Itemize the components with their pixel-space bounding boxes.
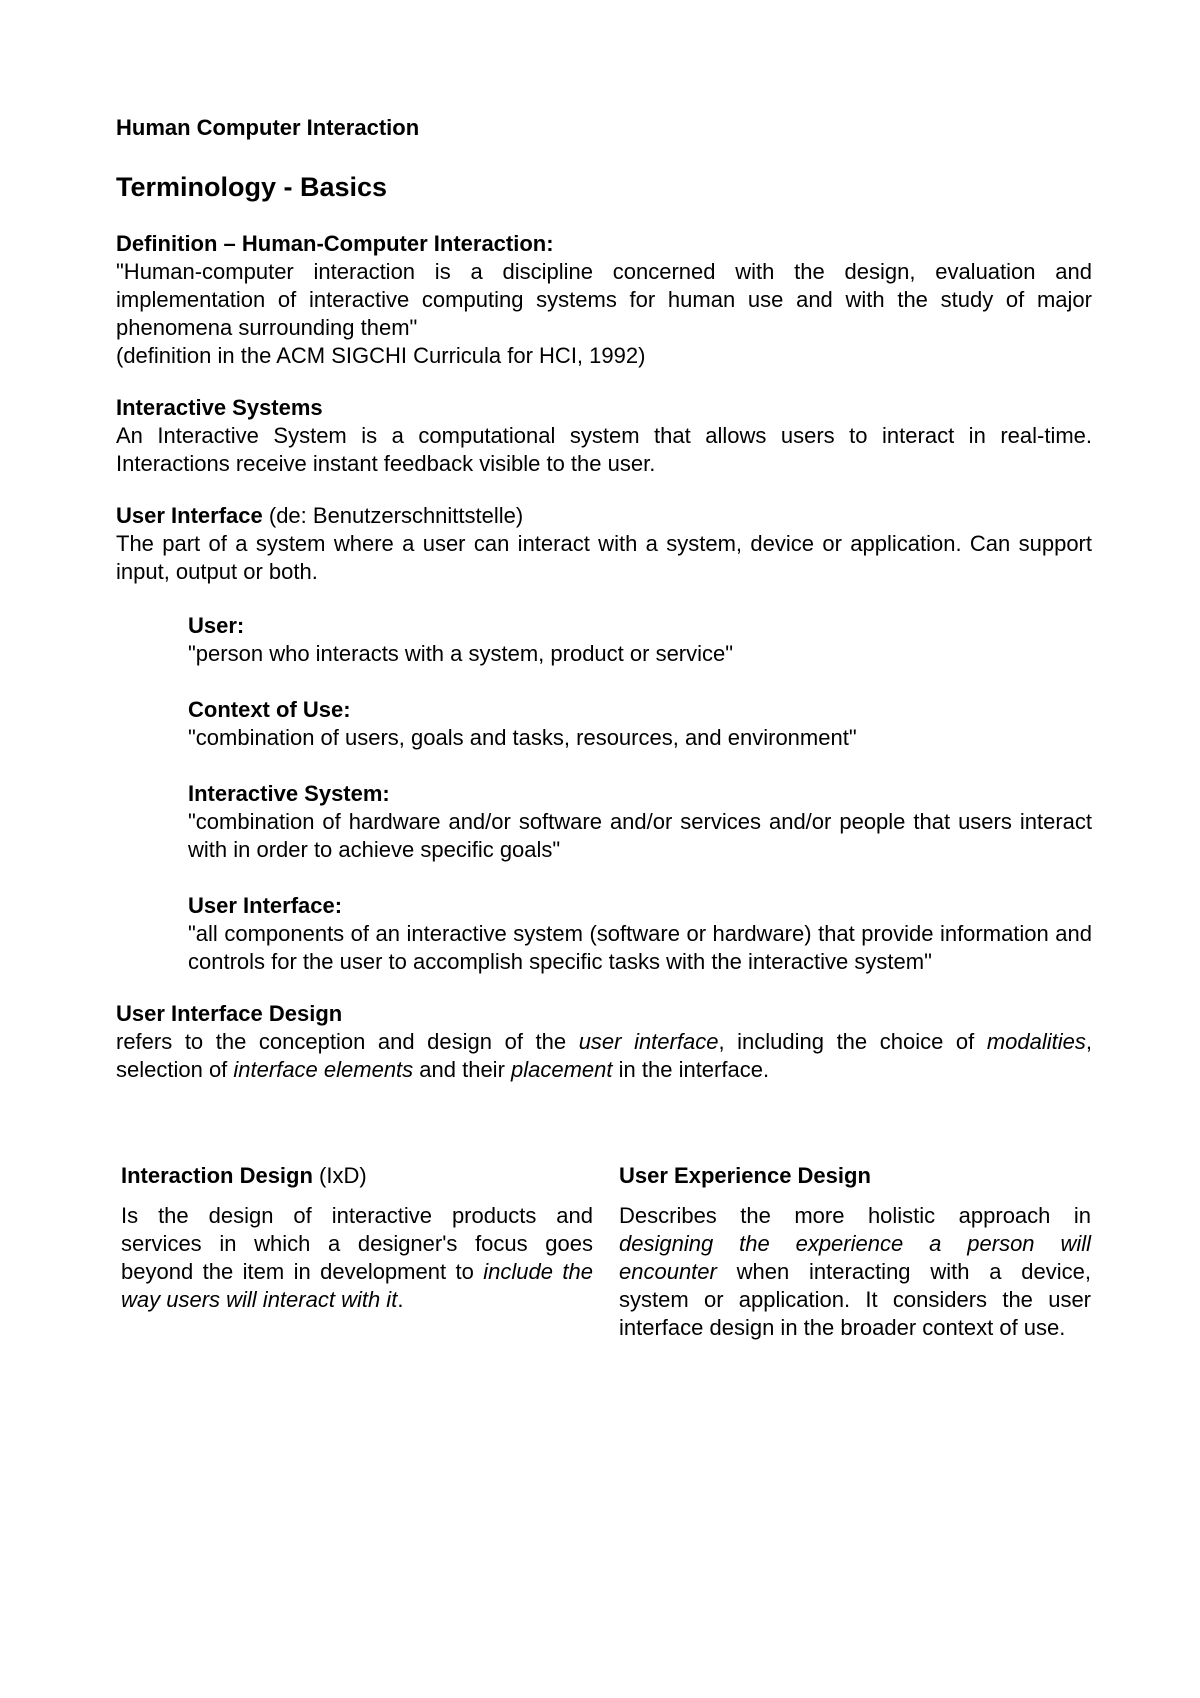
page-heading: Terminology - Basics: [116, 172, 388, 202]
column-interaction-design: [121, 1162, 593, 1342]
column-title-main: Interaction Design: [121, 1163, 313, 1188]
section-title: Definition – Human-Computer Interaction:: [116, 231, 554, 256]
term-definition: "person who interacts with a system, product or service": [188, 641, 734, 666]
italic-run: modalities: [986, 1029, 1086, 1054]
column-ux-design: [619, 1162, 1091, 1342]
text-run: Is the design of interactive products and services in which a designer's focus goes beyond the item in development to: [121, 1203, 593, 1284]
term-definition: "all components of an interactive system (software or hardware) that provide information and controls for the user to accomplish specific tasks with the interactive system": [188, 921, 1092, 974]
column-text: [121, 1202, 593, 1314]
text-run: in the interface.: [612, 1057, 770, 1082]
section-ui-design: [116, 1000, 1092, 1084]
italic-run: placement: [511, 1057, 613, 1082]
italic-run: interface elements: [233, 1057, 414, 1082]
section-text: The part of a system where a user can interact with a system, device or application. Can support input, output or both.: [116, 531, 1092, 584]
section-text: An Interactive System is a computational system that allows users to interact in real-time. Interactions receive instant feedback visible to the user.: [116, 423, 1092, 476]
italic-run: user interface: [578, 1029, 719, 1054]
italic-run: designing the experience a person will encounter: [619, 1231, 1091, 1284]
term-interactive-system: [188, 780, 1092, 864]
definition-quote: "Human-computer interaction is a discipline concerned with the design, evaluation and implementation of interactive computing systems for human use and with the study of major phenomena surrounding them": [116, 259, 1092, 340]
text-run: , selection of: [116, 1029, 1092, 1082]
column-title: [121, 1162, 593, 1190]
section-title: [116, 502, 1092, 530]
term-label: User:: [188, 613, 245, 638]
section-title: User Interface Design: [116, 1001, 343, 1026]
term-label: User Interface:: [188, 893, 343, 918]
column-title-note: (IxD): [319, 1163, 367, 1188]
document-title: Human Computer Interaction: [116, 115, 420, 140]
term-label: Context of Use:: [188, 697, 351, 722]
term-definition: "combination of hardware and/or software and/or services and/or people that users interact with in order to achieve specific goals": [188, 809, 1092, 862]
term-context-of-use: [188, 696, 1092, 752]
term-user-interface: [188, 892, 1092, 976]
text-run: , including the choice of: [718, 1029, 987, 1054]
section-title-note: (de: Benutzerschnittstelle): [268, 503, 524, 528]
term-definition: "combination of users, goals and tasks, resources, and environment": [188, 725, 857, 750]
section-interactive-systems: [116, 394, 1092, 478]
text-run: Describes the more holistic approach in: [619, 1203, 1091, 1228]
text-run: and their: [413, 1057, 512, 1082]
section-definition-hci: [116, 230, 1092, 370]
section-title: Interactive Systems: [116, 395, 323, 420]
term-label: Interactive System:: [188, 781, 390, 806]
section-user-interface: [116, 502, 1092, 586]
italic-run: include the way users will interact with it: [121, 1259, 593, 1312]
text-run: refers to the conception and design of the: [116, 1029, 579, 1054]
section-title-main: User Interface: [116, 503, 263, 528]
column-title: User Experience Design: [619, 1163, 871, 1188]
definition-source: (definition in the ACM SIGCHI Curricula for HCI, 1992): [116, 343, 646, 368]
text-run: .: [397, 1287, 404, 1312]
section-text: [116, 1028, 1092, 1084]
column-text: [619, 1202, 1091, 1342]
document-page: [116, 114, 1092, 1084]
iso-terms-list: [116, 612, 1092, 976]
text-run: when interacting with a device, system or application. It considers the user interface design in the broader context of use.: [619, 1259, 1091, 1340]
term-user: [188, 612, 1092, 668]
design-comparison-columns: [121, 1162, 1091, 1342]
